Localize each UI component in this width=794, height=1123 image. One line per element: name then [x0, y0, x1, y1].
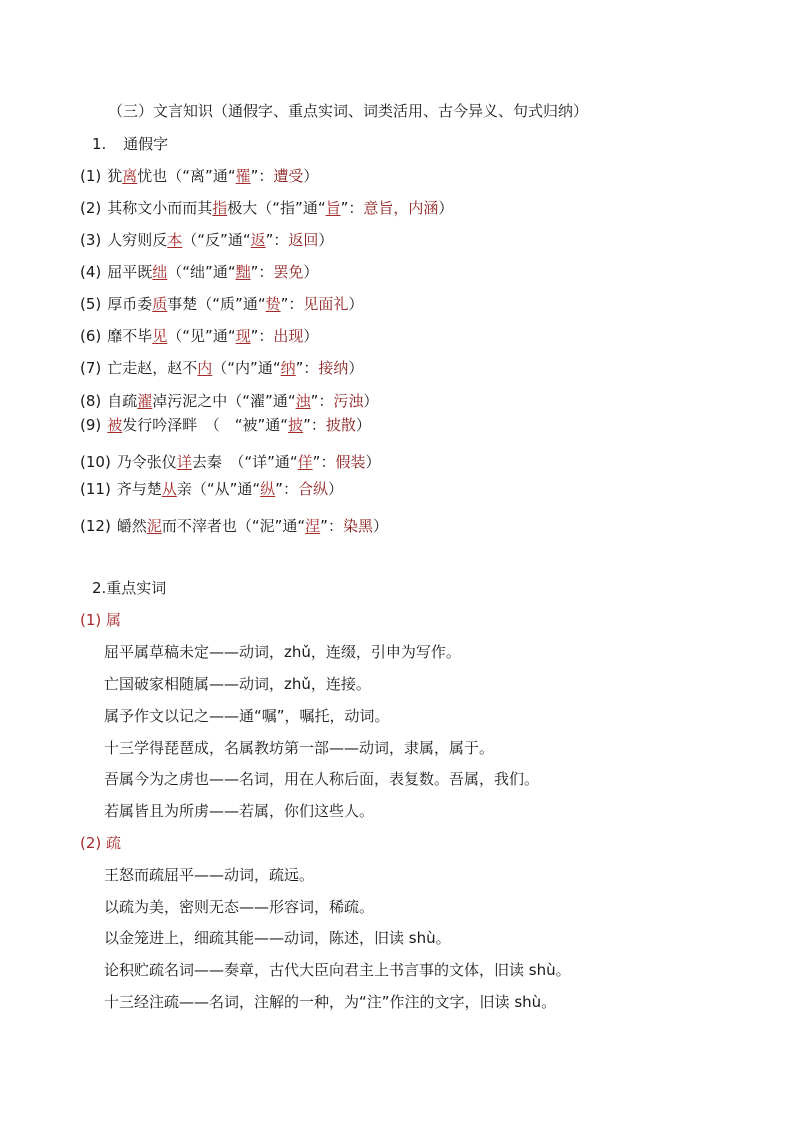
tongjia-item-num: (1)	[80, 167, 102, 185]
tongjia-item-mid: ”：	[280, 295, 304, 313]
tongjia-item-post: （“见”通“	[167, 327, 236, 345]
tongjia-item-num: (4)	[80, 263, 102, 281]
tongjia-item-meaning: 返回	[288, 231, 319, 249]
tongjia-item	[80, 326, 318, 346]
tongjia-item-char: 本	[167, 231, 183, 249]
shici-group-label-shu2: (2) 疏	[80, 834, 122, 852]
tongjia-item-char: 见	[152, 327, 168, 345]
tongjia-item-num: (12)	[80, 517, 111, 535]
tongjia-item-tong: 罹	[235, 167, 251, 185]
tongjia-item-end: ）	[438, 199, 454, 217]
tongjia-item-post: 而不滓者也（“泥”通“	[161, 517, 306, 535]
tongjia-item-mid: ”：	[275, 480, 298, 498]
tongjia-item-num: (7)	[80, 359, 102, 377]
tongjia-item-char: 指	[212, 199, 228, 217]
tongjia-item-post: （“内”通“	[212, 359, 281, 377]
tongjia-item-mid: ”：	[250, 167, 274, 185]
shici-line: 十三经注疏——名词，注解的一种，为“注”作注的文字，旧读 shù。	[104, 993, 557, 1011]
tongjia-item-mid: ”：	[312, 453, 336, 471]
tongjia-item-char: 详	[176, 453, 192, 471]
tongjia-heading-text: 通假字	[123, 135, 169, 153]
tongjia-item-char: 离	[122, 167, 138, 185]
tongjia-item	[80, 415, 371, 435]
tongjia-item-num: (5)	[80, 295, 102, 313]
tongjia-item	[80, 479, 343, 499]
tongjia-item-tong: 返	[250, 231, 266, 249]
shici-line: 属予作文以记之——通“嘱”，嘱托，动词。	[104, 707, 390, 725]
tongjia-item-meaning: 披散	[325, 416, 356, 434]
tongjia-item	[80, 166, 318, 186]
tongjia-item-num: (3)	[80, 231, 102, 249]
tongjia-item-tong: 贽	[265, 295, 281, 313]
tongjia-item-post: 去秦 （“详”通“	[191, 453, 298, 471]
tongjia-item-pre: 亡走赵，赵不	[107, 359, 198, 377]
tongjia-item-pre: 人穷则反	[107, 231, 168, 249]
tongjia-item-pre: 皭然	[116, 517, 147, 535]
shici-line: 十三学得琵琶成，名属教坊第一部——动词，隶属，属于。	[104, 739, 495, 757]
tongjia-item-tong: 涅	[305, 517, 321, 535]
tongjia-item-meaning: 见面礼	[303, 295, 349, 313]
tongjia-item-post: 忧也（“离”通“	[137, 167, 236, 185]
tongjia-item-meaning: 假装	[335, 453, 366, 471]
tongjia-item-char: 濯	[137, 392, 153, 410]
tongjia-item-end: ）	[355, 416, 371, 434]
tongjia-item-post: （“绌”通“	[167, 263, 236, 281]
shici-line: 王怒而疏屈平——动词，疏远。	[104, 866, 315, 884]
tongjia-item-mid: ”：	[320, 517, 343, 535]
tongjia-item-end: ）	[318, 231, 334, 249]
tongjia-item-pre: 其称文小而而其	[107, 199, 213, 217]
tongjia-item-pre: 齐与楚	[116, 480, 162, 498]
tongjia-item-end: ）	[303, 167, 319, 185]
tongjia-item	[80, 358, 363, 378]
tongjia-item	[80, 262, 318, 282]
tongjia-item-num: (2)	[80, 199, 102, 217]
tongjia-item-tong: 纳	[280, 359, 296, 377]
tongjia-item-end: ）	[327, 480, 343, 498]
tongjia-item-num: (8)	[80, 392, 102, 410]
tongjia-item-post: 发行吟泽畔 （ “被”通“	[122, 416, 289, 434]
tongjia-item-mid: ”：	[265, 231, 289, 249]
tongjia-item-meaning: 罢免	[273, 263, 304, 281]
tongjia-item	[80, 452, 380, 472]
tongjia-item-pre: 靡不毕	[107, 327, 153, 345]
tongjia-item-end: ）	[348, 295, 364, 313]
tongjia-item-meaning: 接纳	[318, 359, 349, 377]
shici-group-label-shu: (1) 属	[80, 611, 122, 629]
tongjia-item-tong: 佯	[297, 453, 313, 471]
shici-line: 论积贮疏名词——奏章，古代大臣向君主上书言事的文体，旧读 shù。	[104, 961, 571, 979]
tongjia-item-tong: 现	[235, 327, 251, 345]
shici-heading: 2.重点实词	[92, 579, 167, 597]
tongjia-item-meaning: 出现	[273, 327, 304, 345]
tongjia-item-char: 被	[107, 416, 123, 434]
section-title: （三）文言知识（通假字、重点实词、词类活用、古今异义、句式归纳）	[108, 102, 589, 120]
tongjia-item-end: ）	[303, 263, 319, 281]
tongjia-item-mid: ”：	[250, 327, 274, 345]
tongjia-item-pre: 厚币委	[107, 295, 153, 313]
tongjia-item-tong: 黜	[235, 263, 251, 281]
tongjia-item-end: ）	[303, 327, 319, 345]
tongjia-item-num: (9)	[80, 416, 102, 434]
tongjia-item-meaning: 污浊	[333, 392, 364, 410]
tongjia-item-mid: ”：	[340, 199, 364, 217]
tongjia-heading-num: 1.	[92, 135, 107, 153]
tongjia-item-char: 内	[197, 359, 213, 377]
tongjia-item-char: 绌	[152, 263, 168, 281]
tongjia-item-pre: 自疏	[107, 392, 138, 410]
tongjia-item-tong: 浊	[295, 392, 311, 410]
tongjia-item-meaning: 遭受	[273, 167, 304, 185]
tongjia-item-post: 淖污泥之中（“濯”通“	[152, 392, 296, 410]
shici-line: 以金笼进上，细疏其能——动词，陈述，旧读 shù。	[104, 929, 451, 947]
tongjia-item-num: (10)	[80, 453, 111, 471]
tongjia-item-tong: 纵	[260, 480, 276, 498]
tongjia-item-mid: ”：	[303, 416, 326, 434]
tongjia-item-post: 事楚（“质”通“	[167, 295, 266, 313]
tongjia-item-tong: 旨	[325, 199, 341, 217]
tongjia-item	[80, 230, 333, 250]
tongjia-item-post: 极大（“指”通“	[227, 199, 326, 217]
tongjia-item-post: （“反”通“	[182, 231, 251, 249]
tongjia-item-mid: ”：	[310, 392, 334, 410]
tongjia-heading	[92, 134, 168, 154]
tongjia-item-meaning: 合纵	[297, 480, 328, 498]
shici-line: 屈平属草稿未定——动词，zhǔ，连缀，引申为写作。	[104, 643, 461, 661]
tongjia-item-char: 质	[152, 295, 168, 313]
tongjia-item-tong: 披	[288, 416, 304, 434]
tongjia-item-pre: 犹	[107, 167, 123, 185]
tongjia-item-pre: 屈平既	[107, 263, 153, 281]
tongjia-item-end: ）	[348, 359, 364, 377]
tongjia-item-pre: 乃令张仪	[116, 453, 177, 471]
tongjia-item-char: 泥	[146, 517, 162, 535]
shici-line: 亡国破家相随属——动词，zhǔ，连接。	[104, 675, 371, 693]
tongjia-item-char: 从	[161, 480, 177, 498]
shici-line: 以疏为美，密则无态——形容词，稀疏。	[104, 898, 375, 916]
tongjia-item-meaning: 染黑	[342, 517, 373, 535]
shici-line: 吾属今为之虏也——名词，用在人称后面，表复数。吾属，我们。	[104, 770, 540, 788]
tongjia-item-num: (6)	[80, 327, 102, 345]
tongjia-item-meaning: 意旨，内涵	[363, 199, 439, 217]
tongjia-item	[80, 198, 453, 218]
tongjia-item-end: ）	[372, 517, 388, 535]
tongjia-item-end: ）	[363, 392, 379, 410]
tongjia-item	[80, 294, 363, 314]
tongjia-item	[80, 516, 388, 536]
tongjia-item-post: 亲（“从”通“	[176, 480, 261, 498]
tongjia-item	[80, 391, 378, 411]
tongjia-item-mid: ”：	[295, 359, 319, 377]
tongjia-item-mid: ”：	[250, 263, 274, 281]
tongjia-item-num: (11)	[80, 480, 111, 498]
shici-line: 若属皆且为所虏——若属，你们这些人。	[104, 802, 375, 820]
tongjia-item-end: ）	[365, 453, 381, 471]
